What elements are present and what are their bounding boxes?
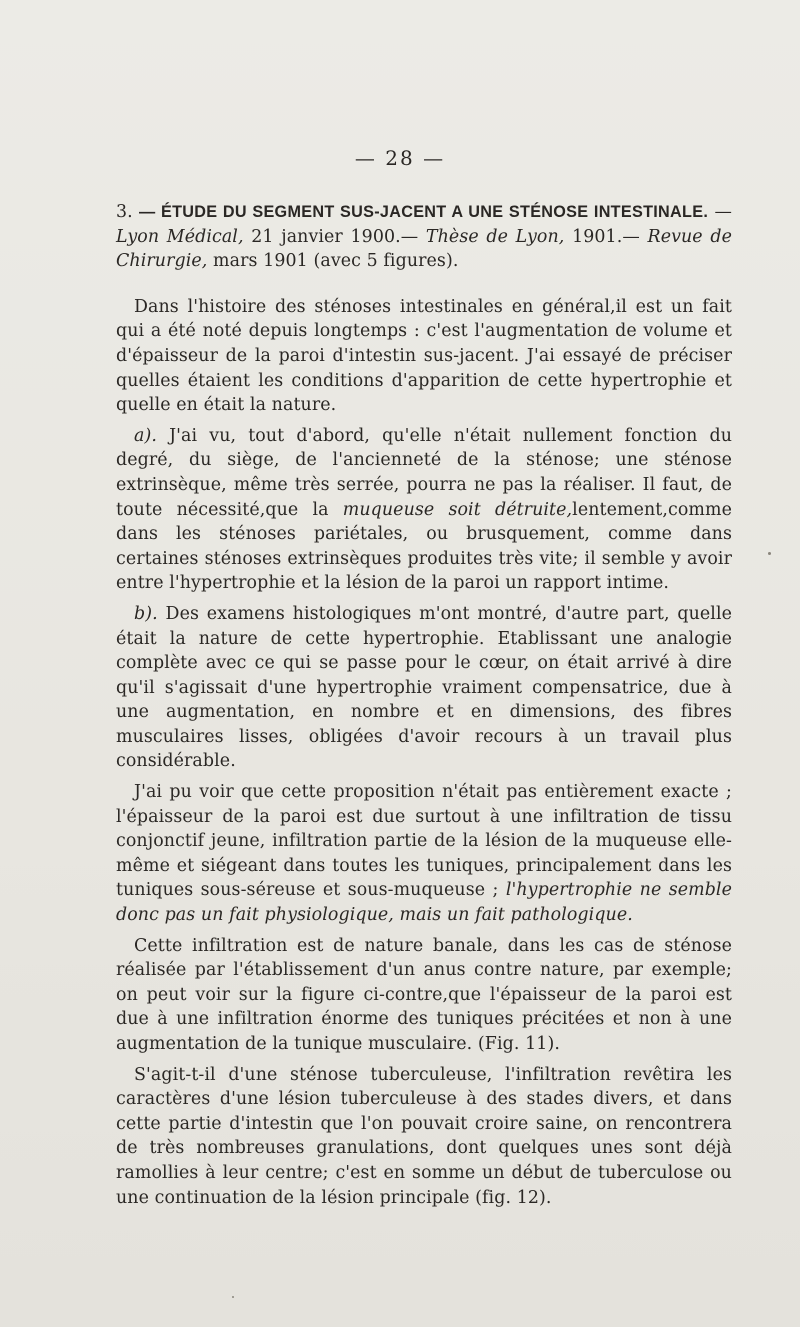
paragraph-infiltration bbox=[116, 780, 732, 928]
reference-journal-1: Lyon Médical, bbox=[116, 226, 244, 247]
paragraph-b-marker: b). bbox=[134, 603, 158, 624]
reference-title: — ÉTUDE DU SEGMENT SUS-JACENT A UNE STÉNOSE INTESTINALE. bbox=[138, 203, 709, 221]
paper-speck bbox=[232, 1296, 234, 1298]
paragraph-a-emphasis: muqueuse soit détruite, bbox=[342, 499, 573, 520]
page-number: — 28 — bbox=[354, 146, 446, 170]
reference-entry bbox=[116, 200, 732, 274]
reference-journal-2: Thèse de Lyon, bbox=[425, 226, 565, 247]
paragraph-b bbox=[116, 602, 732, 774]
paragraph-intro: Dans l'histoire des sténoses intestinales en général,il est un fait qui a été noté depuis longtemps : c'est l'augmentation de volume et d'épaisseur de la paroi d'intestin sus-jacent. J'ai essayé de préciser quelles étaient les conditions d'apparition de cette hypertrophie et quelle en était la nature. bbox=[116, 296, 732, 416]
reference-date-3: mars 1901 (avec 5 figures). bbox=[207, 251, 459, 272]
reference-journal-3: Revue de Chirurgie, bbox=[116, 226, 732, 272]
paragraph-a-text-1: J'ai vu, tout d'abord, qu'elle n'était nullement fonction du degré, du siège, de l'ancienneté de la sténose; une sténose extrinsèque, même très serrée, pourra ne pas la réaliser. Il faut, de toute nécessité,que la bbox=[116, 425, 732, 520]
paragraph-infiltration-text: J'ai pu voir que cette proposition n'était pas entièrement exacte ; l'épaisseur de la paroi est due surtout à une infiltration de tissu conjonctif jeune, infiltration partie de la lésion de la muqueuse elle-même et siégeant dans toutes les tuniques, principalement dans les tuniques sous-séreuse et sous-muqueuse ; bbox=[116, 782, 732, 901]
reference-date-2: 1901.— bbox=[564, 226, 648, 247]
paper-speck bbox=[768, 552, 771, 555]
paragraph-a bbox=[116, 424, 732, 596]
reference-date-1: 21 janvier 1900.— bbox=[243, 226, 426, 247]
paragraph-a-text-2: lentement,comme dans les sténoses pariétales, ou brusquement, comme dans certaines sténoses extrinsèques produites très vite; il semble y avoir entre l'hypertrophie et la lésion de la paroi un rapport intime. bbox=[116, 499, 732, 594]
paragraph-infiltration-emphasis: l'hypertrophie ne semble donc pas un fait physiologique, mais un fait pathologique. bbox=[116, 880, 732, 926]
paragraph-tuberculous: S'agit-t-il d'une sténose tuberculeuse, l'infiltration revêtira les caractères d'une lésion tuberculeuse à des stades divers, et dans cette partie d'intestin que l'on pouvait croire saine, on rencontrera de très nombreuses granulations, dont quelques unes sont déjà ramollies à leur centre; c'est en somme un début de tuberculose ou une continuation de la lésion principale (fig. 12). bbox=[116, 1064, 732, 1208]
paragraph-a-marker: a). bbox=[134, 425, 157, 446]
paragraph-b-text: Des examens histologiques m'ont montré, d'autre part, quelle était la nature de cette hypertrophie. Etablissant une analogie complète avec ce qui se passe pour le cœur, on était arrivé à dire qu'il s'agissait d'une hypertrophie vraiment compensatrice, due à une augmentation, en nombre et en dimensions, des fibres musculaires lisses, obligées d'avoir recours à un travail plus considérable. bbox=[116, 603, 732, 772]
page-body bbox=[116, 200, 732, 1216]
paragraph-banal-infiltration: Cette infiltration est de nature banale, dans les cas de sténose réalisée par l'établissement d'un anus contre nature, par exemple; on peut voir sur la figure ci-contre,que l'épaisseur de la paroi est due à une infiltration énorme des tuniques précitées et non à une augmentation de la tunique musculaire. (Fig. 11). bbox=[116, 935, 732, 1054]
reference-number: 3. bbox=[116, 202, 133, 222]
reference-separator: — bbox=[714, 202, 732, 222]
